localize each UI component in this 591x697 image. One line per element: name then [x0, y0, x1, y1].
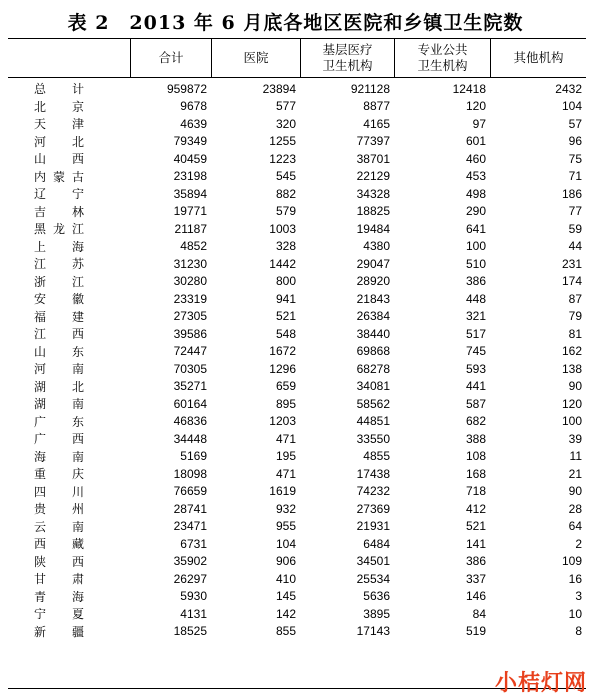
cell-public-health: 587 [465, 396, 486, 411]
table-row [8, 308, 586, 326]
cell-region: 湖 北 [34, 379, 84, 394]
cell-region: 四 川 [34, 484, 84, 499]
cell-public-health: 337 [465, 571, 486, 586]
table-row [8, 220, 586, 238]
table-row [8, 115, 586, 133]
cell-public-health: 641 [465, 221, 486, 236]
cell-total: 959872 [166, 81, 207, 96]
cell-hospital: 320 [275, 116, 296, 131]
cell-other: 79 [568, 309, 582, 324]
cell-hospital: 1255 [269, 134, 296, 149]
cell-other: 10 [568, 606, 582, 621]
cell-public-health: 460 [465, 151, 486, 166]
cell-other: 81 [568, 326, 582, 341]
cell-hospital: 1223 [269, 151, 296, 166]
cell-public-health: 453 [465, 169, 486, 184]
cell-other: 71 [568, 169, 582, 184]
table-row [8, 395, 586, 413]
cell-region: 湖 南 [34, 397, 84, 412]
cell-total: 35902 [173, 554, 207, 569]
cell-total: 18098 [173, 466, 207, 481]
cell-primary-care: 28920 [356, 274, 390, 289]
table-row [8, 343, 586, 361]
table-title: 表 2 2013 年 6 月底各地区医院和乡镇卫生院数 [67, 12, 524, 34]
cell-other: 21 [568, 466, 582, 481]
cell-public-health: 84 [472, 606, 486, 621]
cell-other: 75 [568, 151, 582, 166]
header-total: 合计 [130, 39, 211, 77]
cell-primary-care: 21843 [356, 291, 390, 306]
cell-primary-care: 6484 [363, 536, 390, 551]
cell-total: 19771 [173, 204, 207, 219]
cell-total: 5930 [180, 589, 207, 604]
cell-region: 海 南 [34, 449, 84, 464]
header-public-health: 专业公共 卫生机构 [394, 39, 490, 77]
cell-hospital: 895 [275, 396, 296, 411]
cell-total: 34448 [173, 431, 207, 446]
cell-primary-care: 21931 [356, 519, 390, 534]
cell-other: 104 [561, 99, 582, 114]
cell-total: 39586 [173, 326, 207, 341]
cell-hospital: 521 [275, 309, 296, 324]
cell-other: 57 [568, 116, 582, 131]
cell-public-health: 448 [465, 291, 486, 306]
cell-total: 5169 [180, 449, 207, 464]
header-region [8, 39, 130, 77]
cell-primary-care: 77397 [356, 134, 390, 149]
cell-region: 甘 肃 [34, 572, 84, 587]
cell-region: 辽 宁 [34, 187, 84, 202]
cell-region: 陕 西 [34, 554, 84, 569]
cell-hospital: 1003 [269, 221, 296, 236]
cell-region: 河 南 [34, 362, 84, 377]
table-row [8, 168, 586, 186]
cell-other: 59 [568, 221, 582, 236]
cell-public-health: 386 [465, 274, 486, 289]
cell-primary-care: 68278 [356, 361, 390, 376]
cell-region: 总 计 [34, 82, 84, 97]
cell-region: 广 西 [34, 432, 84, 447]
cell-other: 39 [568, 431, 582, 446]
table-row [8, 483, 586, 501]
cell-public-health: 108 [465, 449, 486, 464]
cell-public-health: 388 [465, 431, 486, 446]
cell-hospital: 579 [275, 204, 296, 219]
cell-total: 18525 [173, 624, 207, 639]
cell-other: 87 [568, 291, 582, 306]
table-row [8, 553, 586, 571]
header-primary-care: 基层医疗 卫生机构 [300, 39, 394, 77]
cell-public-health: 146 [465, 589, 486, 604]
cell-other: 100 [561, 414, 582, 429]
cell-region: 重 庆 [34, 467, 84, 482]
cell-public-health: 745 [465, 344, 486, 359]
cell-primary-care: 8877 [363, 99, 390, 114]
cell-region: 贵 州 [34, 502, 84, 517]
table-row [8, 500, 586, 518]
cell-total: 4852 [180, 239, 207, 254]
cell-public-health: 120 [465, 99, 486, 114]
table-body [8, 80, 586, 640]
cell-hospital: 471 [275, 466, 296, 481]
cell-primary-care: 29047 [356, 256, 390, 271]
cell-total: 35894 [173, 186, 207, 201]
cell-hospital: 659 [275, 379, 296, 394]
cell-primary-care: 34501 [356, 554, 390, 569]
table-header [8, 39, 586, 77]
table-row [8, 430, 586, 448]
cell-other: 120 [561, 396, 582, 411]
cell-other: 2 [575, 536, 582, 551]
cell-region: 吉 林 [34, 204, 84, 219]
cell-public-health: 141 [465, 536, 486, 551]
table-row [8, 255, 586, 273]
watermark-logo: 小桔灯网 [494, 671, 587, 696]
cell-region: 宁 夏 [34, 607, 84, 622]
table-row [8, 185, 586, 203]
cell-public-health: 521 [465, 519, 486, 534]
cell-hospital: 906 [275, 554, 296, 569]
cell-public-health: 498 [465, 186, 486, 201]
cell-public-health: 97 [472, 116, 486, 131]
table-row [8, 133, 586, 151]
table-row [8, 325, 586, 343]
cell-hospital: 577 [275, 99, 296, 114]
cell-public-health: 412 [465, 501, 486, 516]
cell-primary-care: 44851 [356, 414, 390, 429]
cell-total: 21187 [174, 221, 207, 236]
cell-hospital: 1296 [269, 361, 296, 376]
cell-public-health: 682 [465, 414, 486, 429]
cell-public-health: 290 [465, 204, 486, 219]
cell-other: 138 [561, 361, 582, 376]
cell-total: 46836 [173, 414, 207, 429]
cell-region: 安 徽 [34, 292, 84, 307]
cell-other: 64 [568, 519, 582, 534]
cell-primary-care: 4855 [363, 449, 390, 464]
table-row [8, 203, 586, 221]
header-hospital: 医院 [211, 39, 300, 77]
cell-primary-care: 25534 [356, 571, 390, 586]
cell-primary-care: 18825 [356, 204, 390, 219]
cell-total: 23319 [173, 291, 207, 306]
cell-other: 3 [575, 589, 582, 604]
cell-other: 8 [575, 624, 582, 639]
cell-region: 西 藏 [34, 537, 84, 552]
cell-public-health: 12418 [452, 81, 486, 96]
cell-primary-care: 33550 [356, 431, 390, 446]
cell-total: 9678 [180, 99, 207, 114]
cell-other: 44 [568, 239, 582, 254]
cell-primary-care: 34328 [356, 186, 390, 201]
cell-public-health: 510 [465, 256, 486, 271]
header-rule [8, 77, 586, 78]
table-row [8, 535, 586, 553]
cell-hospital: 1619 [269, 484, 296, 499]
cell-primary-care: 4380 [363, 239, 390, 254]
cell-region: 云 南 [34, 519, 84, 534]
cell-primary-care: 19484 [356, 221, 390, 236]
table-row [8, 290, 586, 308]
cell-region: 新 疆 [34, 624, 84, 639]
cell-hospital: 941 [275, 291, 296, 306]
cell-total: 60164 [173, 396, 207, 411]
cell-region: 广 东 [34, 414, 84, 429]
cell-other: 162 [561, 344, 582, 359]
cell-total: 27305 [173, 309, 207, 324]
cell-region: 黑龙江 [34, 222, 84, 237]
table-row [8, 588, 586, 606]
cell-total: 35271 [173, 379, 207, 394]
cell-total: 28741 [173, 501, 207, 516]
cell-hospital: 955 [275, 519, 296, 534]
cell-hospital: 1442 [269, 256, 296, 271]
table-row [8, 465, 586, 483]
cell-other: 174 [561, 274, 582, 289]
cell-hospital: 800 [275, 274, 296, 289]
table-row [8, 273, 586, 291]
cell-other: 96 [568, 134, 582, 149]
cell-public-health: 593 [465, 361, 486, 376]
cell-total: 76659 [173, 484, 207, 499]
cell-hospital: 142 [275, 606, 296, 621]
cell-total: 4131 [180, 606, 207, 621]
cell-hospital: 1203 [269, 414, 296, 429]
cell-primary-care: 38701 [356, 151, 390, 166]
cell-region: 山 西 [34, 152, 84, 167]
cell-primary-care: 921128 [350, 81, 390, 96]
cell-public-health: 519 [465, 624, 486, 639]
cell-primary-care: 38440 [356, 326, 390, 341]
cell-public-health: 441 [465, 379, 486, 394]
cell-region: 内蒙古 [34, 169, 84, 184]
cell-primary-care: 3895 [363, 606, 390, 621]
cell-hospital: 855 [275, 624, 296, 639]
cell-public-health: 386 [465, 554, 486, 569]
cell-hospital: 104 [275, 536, 296, 551]
cell-primary-care: 34081 [356, 379, 390, 394]
header-other: 其他机构 [490, 39, 586, 77]
cell-region: 上 海 [34, 239, 84, 254]
cell-other: 16 [568, 571, 582, 586]
cell-region: 北 京 [34, 99, 84, 114]
cell-total: 79349 [173, 134, 207, 149]
cell-public-health: 100 [465, 239, 486, 254]
cell-hospital: 471 [275, 431, 296, 446]
cell-region: 浙 江 [34, 274, 84, 289]
cell-hospital: 328 [275, 239, 296, 254]
table-row [8, 605, 586, 623]
cell-public-health: 168 [465, 466, 486, 481]
table-row [8, 238, 586, 256]
table-row [8, 518, 586, 536]
table-row [8, 150, 586, 168]
cell-primary-care: 22129 [356, 169, 390, 184]
cell-region: 河 北 [34, 134, 84, 149]
cell-other: 28 [568, 501, 582, 516]
cell-hospital: 1672 [269, 344, 296, 359]
cell-hospital: 23894 [262, 81, 296, 96]
cell-total: 30280 [173, 274, 207, 289]
cell-primary-care: 69868 [356, 344, 390, 359]
cell-other: 231 [561, 256, 582, 271]
table-row [8, 80, 586, 98]
cell-hospital: 145 [275, 589, 296, 604]
cell-total: 31230 [173, 256, 207, 271]
table-row [8, 378, 586, 396]
cell-total: 6731 [180, 536, 207, 551]
cell-total: 72447 [173, 344, 207, 359]
table-row [8, 570, 586, 588]
cell-other: 90 [568, 484, 582, 499]
cell-public-health: 517 [465, 326, 486, 341]
cell-total: 4639 [180, 116, 207, 131]
cell-primary-care: 58562 [356, 396, 390, 411]
cell-other: 2432 [555, 81, 582, 96]
cell-primary-care: 5636 [363, 589, 390, 604]
cell-public-health: 321 [465, 309, 486, 324]
cell-hospital: 882 [275, 186, 296, 201]
cell-total: 23471 [173, 519, 207, 534]
table-row [8, 98, 586, 116]
cell-primary-care: 17438 [356, 466, 390, 481]
cell-other: 109 [561, 554, 582, 569]
cell-region: 福 建 [34, 309, 84, 324]
cell-other: 77 [568, 204, 582, 219]
cell-hospital: 932 [275, 501, 296, 516]
table-row [8, 623, 586, 641]
table-row [8, 448, 586, 466]
cell-total: 70305 [173, 361, 207, 376]
table-row [8, 360, 586, 378]
cell-total: 26297 [173, 571, 207, 586]
cell-primary-care: 4165 [363, 116, 390, 131]
cell-primary-care: 26384 [356, 309, 390, 324]
table-row [8, 413, 586, 431]
cell-region: 青 海 [34, 589, 84, 604]
cell-public-health: 601 [465, 134, 486, 149]
cell-other: 90 [568, 379, 582, 394]
cell-primary-care: 27369 [356, 501, 390, 516]
cell-hospital: 410 [275, 571, 296, 586]
cell-primary-care: 17143 [356, 624, 390, 639]
cell-other: 11 [569, 449, 582, 464]
cell-hospital: 548 [275, 326, 296, 341]
cell-public-health: 718 [465, 484, 486, 499]
cell-other: 186 [561, 186, 582, 201]
cell-hospital: 545 [275, 169, 296, 184]
cell-region: 山 东 [34, 344, 84, 359]
cell-primary-care: 74232 [356, 484, 390, 499]
cell-total: 40459 [173, 151, 207, 166]
cell-total: 23198 [173, 169, 207, 184]
cell-region: 江 西 [34, 327, 84, 342]
cell-region: 江 苏 [34, 257, 84, 272]
cell-hospital: 195 [275, 449, 296, 464]
cell-region: 天 津 [34, 117, 84, 132]
